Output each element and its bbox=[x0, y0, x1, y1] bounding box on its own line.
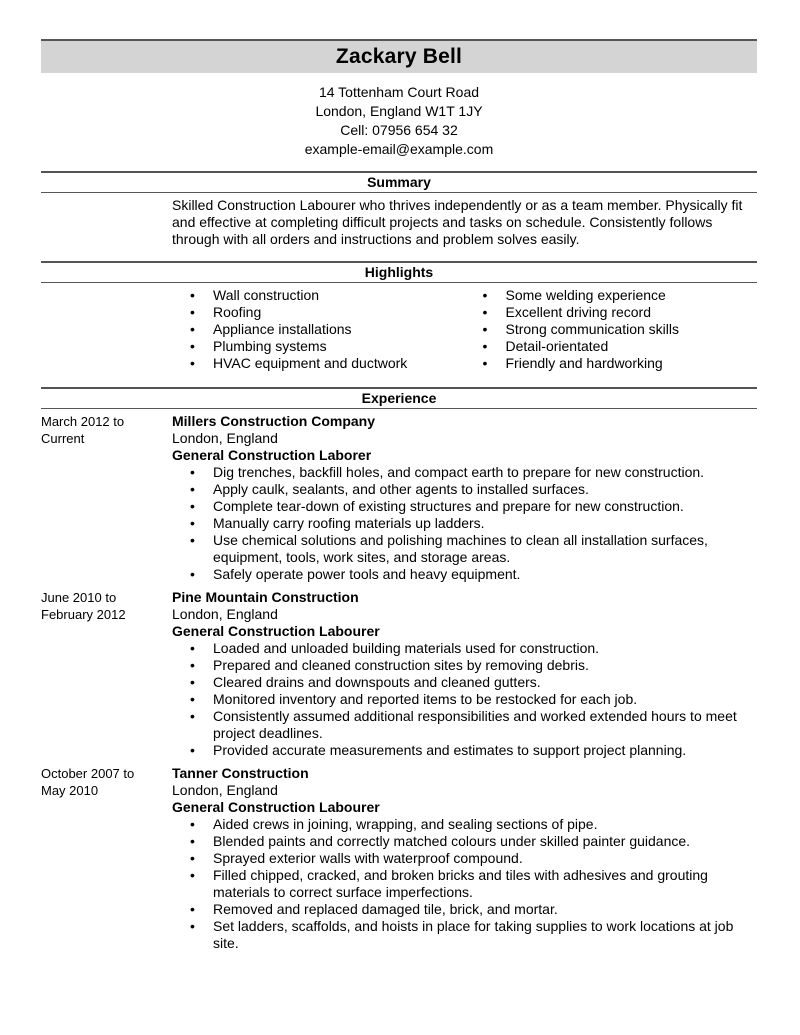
job-dates bbox=[41, 765, 172, 952]
highlight-item: • Detail-orientated bbox=[465, 338, 758, 355]
company-name: Pine Mountain Construction bbox=[172, 589, 359, 605]
job-dates bbox=[41, 589, 172, 759]
job-entry bbox=[41, 765, 757, 952]
duty-item: • Consistently assumed additional responsibilities and worked extended hours to meet project deadlines. bbox=[172, 708, 757, 742]
duty-item: • Complete tear-down of existing structures and prepare for new construction. bbox=[172, 498, 757, 515]
highlight-item: • Plumbing systems bbox=[172, 338, 465, 355]
company-name: Tanner Construction bbox=[172, 765, 309, 781]
job-dates bbox=[41, 413, 172, 583]
duty-item: • Cleared drains and downspouts and cleaned gutters. bbox=[172, 674, 757, 691]
job-date-start: March 2012 to bbox=[41, 414, 125, 429]
address-line-2: London, England W1T 1JY bbox=[315, 103, 483, 119]
highlight-item: • Appliance installations bbox=[172, 321, 465, 338]
summary-section bbox=[41, 197, 757, 248]
duty-item: • Loaded and unloaded building materials used for construction. bbox=[172, 640, 757, 657]
job-duties bbox=[172, 464, 757, 583]
duty-item: • Set ladders, scaffolds, and hoists in place for taking supplies to work locations at job site. bbox=[172, 918, 757, 952]
job-date-end: May 2010 bbox=[41, 783, 99, 798]
highlight-item: • Some welding experience bbox=[465, 287, 758, 304]
summary-heading: Summary bbox=[41, 171, 757, 193]
duty-item: • Aided crews in joining, wrapping, and sealing sections of pipe. bbox=[172, 816, 757, 833]
duty-item: • Dig trenches, backfill holes, and compact earth to prepare for new construction. bbox=[172, 464, 757, 481]
duty-item: • Manually carry roofing materials up ladders. bbox=[172, 515, 757, 532]
summary-text: Skilled Construction Labourer who thrives independently or as a team member. Physically fit and effective at completing difficult projects and tasks on schedule. Consistently follows through with all orders and instructions and problem solves easily. bbox=[172, 197, 743, 247]
company-name: Millers Construction Company bbox=[172, 413, 376, 429]
highlights-left-column bbox=[172, 287, 465, 372]
highlight-item: • HVAC equipment and ductwork bbox=[172, 355, 465, 372]
highlight-item: • Strong communication skills bbox=[465, 321, 758, 338]
job-duties bbox=[172, 816, 757, 952]
job-details bbox=[172, 413, 757, 583]
cell-phone: Cell: 07956 654 32 bbox=[340, 122, 458, 138]
highlights-right-column bbox=[465, 287, 758, 372]
duty-item: • Use chemical solutions and polishing machines to clean all installation surfaces, equipment, tools, work sites, and storage areas. bbox=[172, 532, 757, 566]
resume-page bbox=[41, 39, 757, 952]
contact-block bbox=[41, 83, 757, 159]
duty-item: • Provided accurate measurements and estimates to support project planning. bbox=[172, 742, 757, 759]
duty-item: • Monitored inventory and reported items to be restocked for each job. bbox=[172, 691, 757, 708]
address-line-1: 14 Tottenham Court Road bbox=[318, 84, 480, 100]
highlight-item: • Excellent driving record bbox=[465, 304, 758, 321]
duty-item: • Apply caulk, sealants, and other agents to installed surfaces. bbox=[172, 481, 757, 498]
duty-item: • Filled chipped, cracked, and broken bricks and tiles with adhesives and grouting materials to correct surface imperfections. bbox=[172, 867, 757, 901]
job-location: London, England bbox=[172, 606, 278, 622]
highlights-heading: Highlights bbox=[41, 261, 757, 283]
highlight-item: • Wall construction bbox=[172, 287, 465, 304]
job-role: General Construction Labourer bbox=[172, 623, 380, 639]
duty-item: • Safely operate power tools and heavy equipment. bbox=[172, 566, 757, 583]
job-date-start: October 2007 to bbox=[41, 766, 135, 781]
name-header-bar bbox=[41, 39, 757, 73]
job-role: General Construction Labourer bbox=[172, 799, 380, 815]
highlight-item: • Roofing bbox=[172, 304, 465, 321]
highlight-item: • Friendly and hardworking bbox=[465, 355, 758, 372]
job-details bbox=[172, 589, 757, 759]
duty-item: • Prepared and cleaned construction sites by removing debris. bbox=[172, 657, 757, 674]
job-entry bbox=[41, 589, 757, 759]
job-details bbox=[172, 765, 757, 952]
job-entry bbox=[41, 413, 757, 583]
duty-item: • Removed and replaced damaged tile, brick, and mortar. bbox=[172, 901, 757, 918]
job-location: London, England bbox=[172, 782, 278, 798]
job-location: London, England bbox=[172, 430, 278, 446]
highlights-section bbox=[41, 287, 757, 372]
email-address: example-email@example.com bbox=[304, 141, 494, 157]
job-date-end: Current bbox=[41, 431, 85, 446]
experience-heading: Experience bbox=[41, 387, 757, 409]
candidate-name: Zackary Bell bbox=[335, 45, 463, 68]
job-date-end: February 2012 bbox=[41, 607, 126, 622]
job-duties bbox=[172, 640, 757, 759]
duty-item: • Blended paints and correctly matched colours under skilled painter guidance. bbox=[172, 833, 757, 850]
experience-section bbox=[41, 413, 757, 952]
job-role: General Construction Laborer bbox=[172, 447, 372, 463]
job-date-start: June 2010 to bbox=[41, 590, 117, 605]
duty-item: • Sprayed exterior walls with waterproof compound. bbox=[172, 850, 757, 867]
